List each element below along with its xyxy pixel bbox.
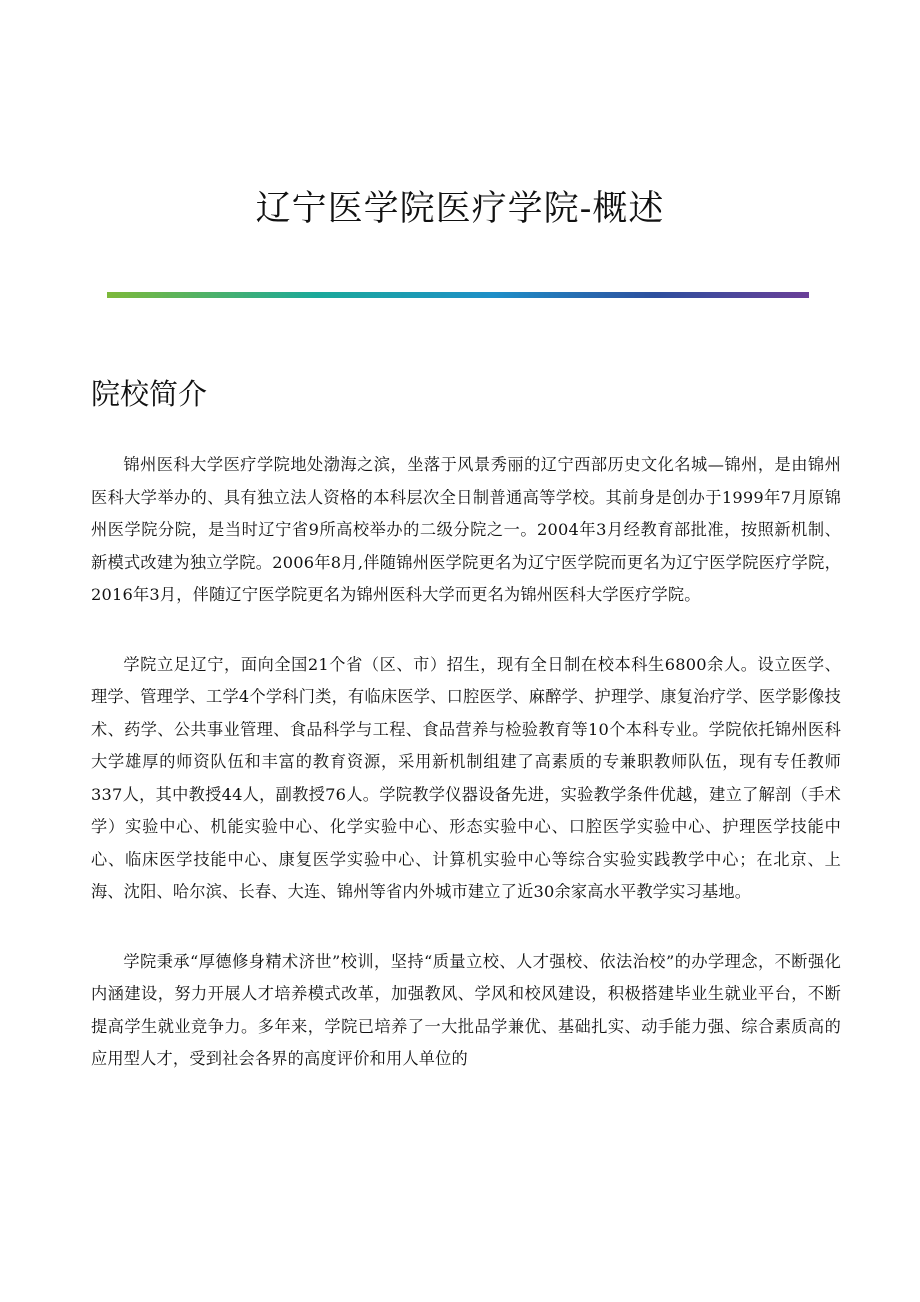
paragraph-faculty: 学院立足辽宁，面向全国21个省（区、市）招生，现有全日制在校本科生6800余人。设立医学、理学、管理学、工学4个学科门类，有临床医学、口腔医学、麻醉学、护理学、康复治疗学、医学影像技术、药学、公共事业管理、食品科学与工程、食品营养与检验教育等10个本科专业。学院依托锦州医科大学雄厚的师资队伍和丰富的教育资源，采用新机制组建了高素质的专兼职教师队伍，现有专任教师337人，其中教授44人，副教授76人。学院教学仪器设备先进，实验教学条件优越，建立了解剖（手术学）实验中心、机能实验中心、化学实验中心、形态实验中心、口腔医学实验中心、护理医学技能中心、临床医学技能中心、康复医学实验中心、计算机实验中心等综合实验实践教学中心；在北京、上海、沈阳、哈尔滨、长春、大连、锦州等省内外城市建立了近30余家高水平教学实习基地。 [91,654,841,901]
paragraph-philosophy: 学院秉承“厚德修身精术济世”校训，坚持“质量立校、人才强校、依法治校”的办学理念，不断强化内涵建设，努力开展人才培养模式改革，加强教风、学风和校风建设，积极搭建毕业生就业平台，不断提高学生就业竞争力。多年来，学院已培养了一大批品学兼优、基础扎实、动手能力强、综合素质高的应用型人才，受到社会各界的高度评价和用人单位的 [91,951,841,1068]
page-title: 辽宁医学院医疗学院-概述 [255,189,665,229]
body-content [91,449,841,1113]
title-divider [107,292,809,298]
paragraph-history: 锦州医科大学医疗学院地处渤海之滨，坐落于风景秀丽的辽宁西部历史文化名城—锦州，是由锦州医科大学举办的、具有独立法人资格的本科层次全日制普通高等学校。其前身是创办于1999年7月原锦州医学院分院，是当时辽宁省9所高校举办的二级分院之一。2004年3月经教育部批准，按照新机制、新模式改建为独立学院。2006年8月,伴随锦州医学院更名为辽宁医学院而更名为辽宁医学院医疗学院，2016年3月，伴随辽宁医学院更名为锦州医科大学而更名为锦州医科大学医疗学院。 [91,455,841,604]
section-heading: 院校简介 [91,377,208,411]
